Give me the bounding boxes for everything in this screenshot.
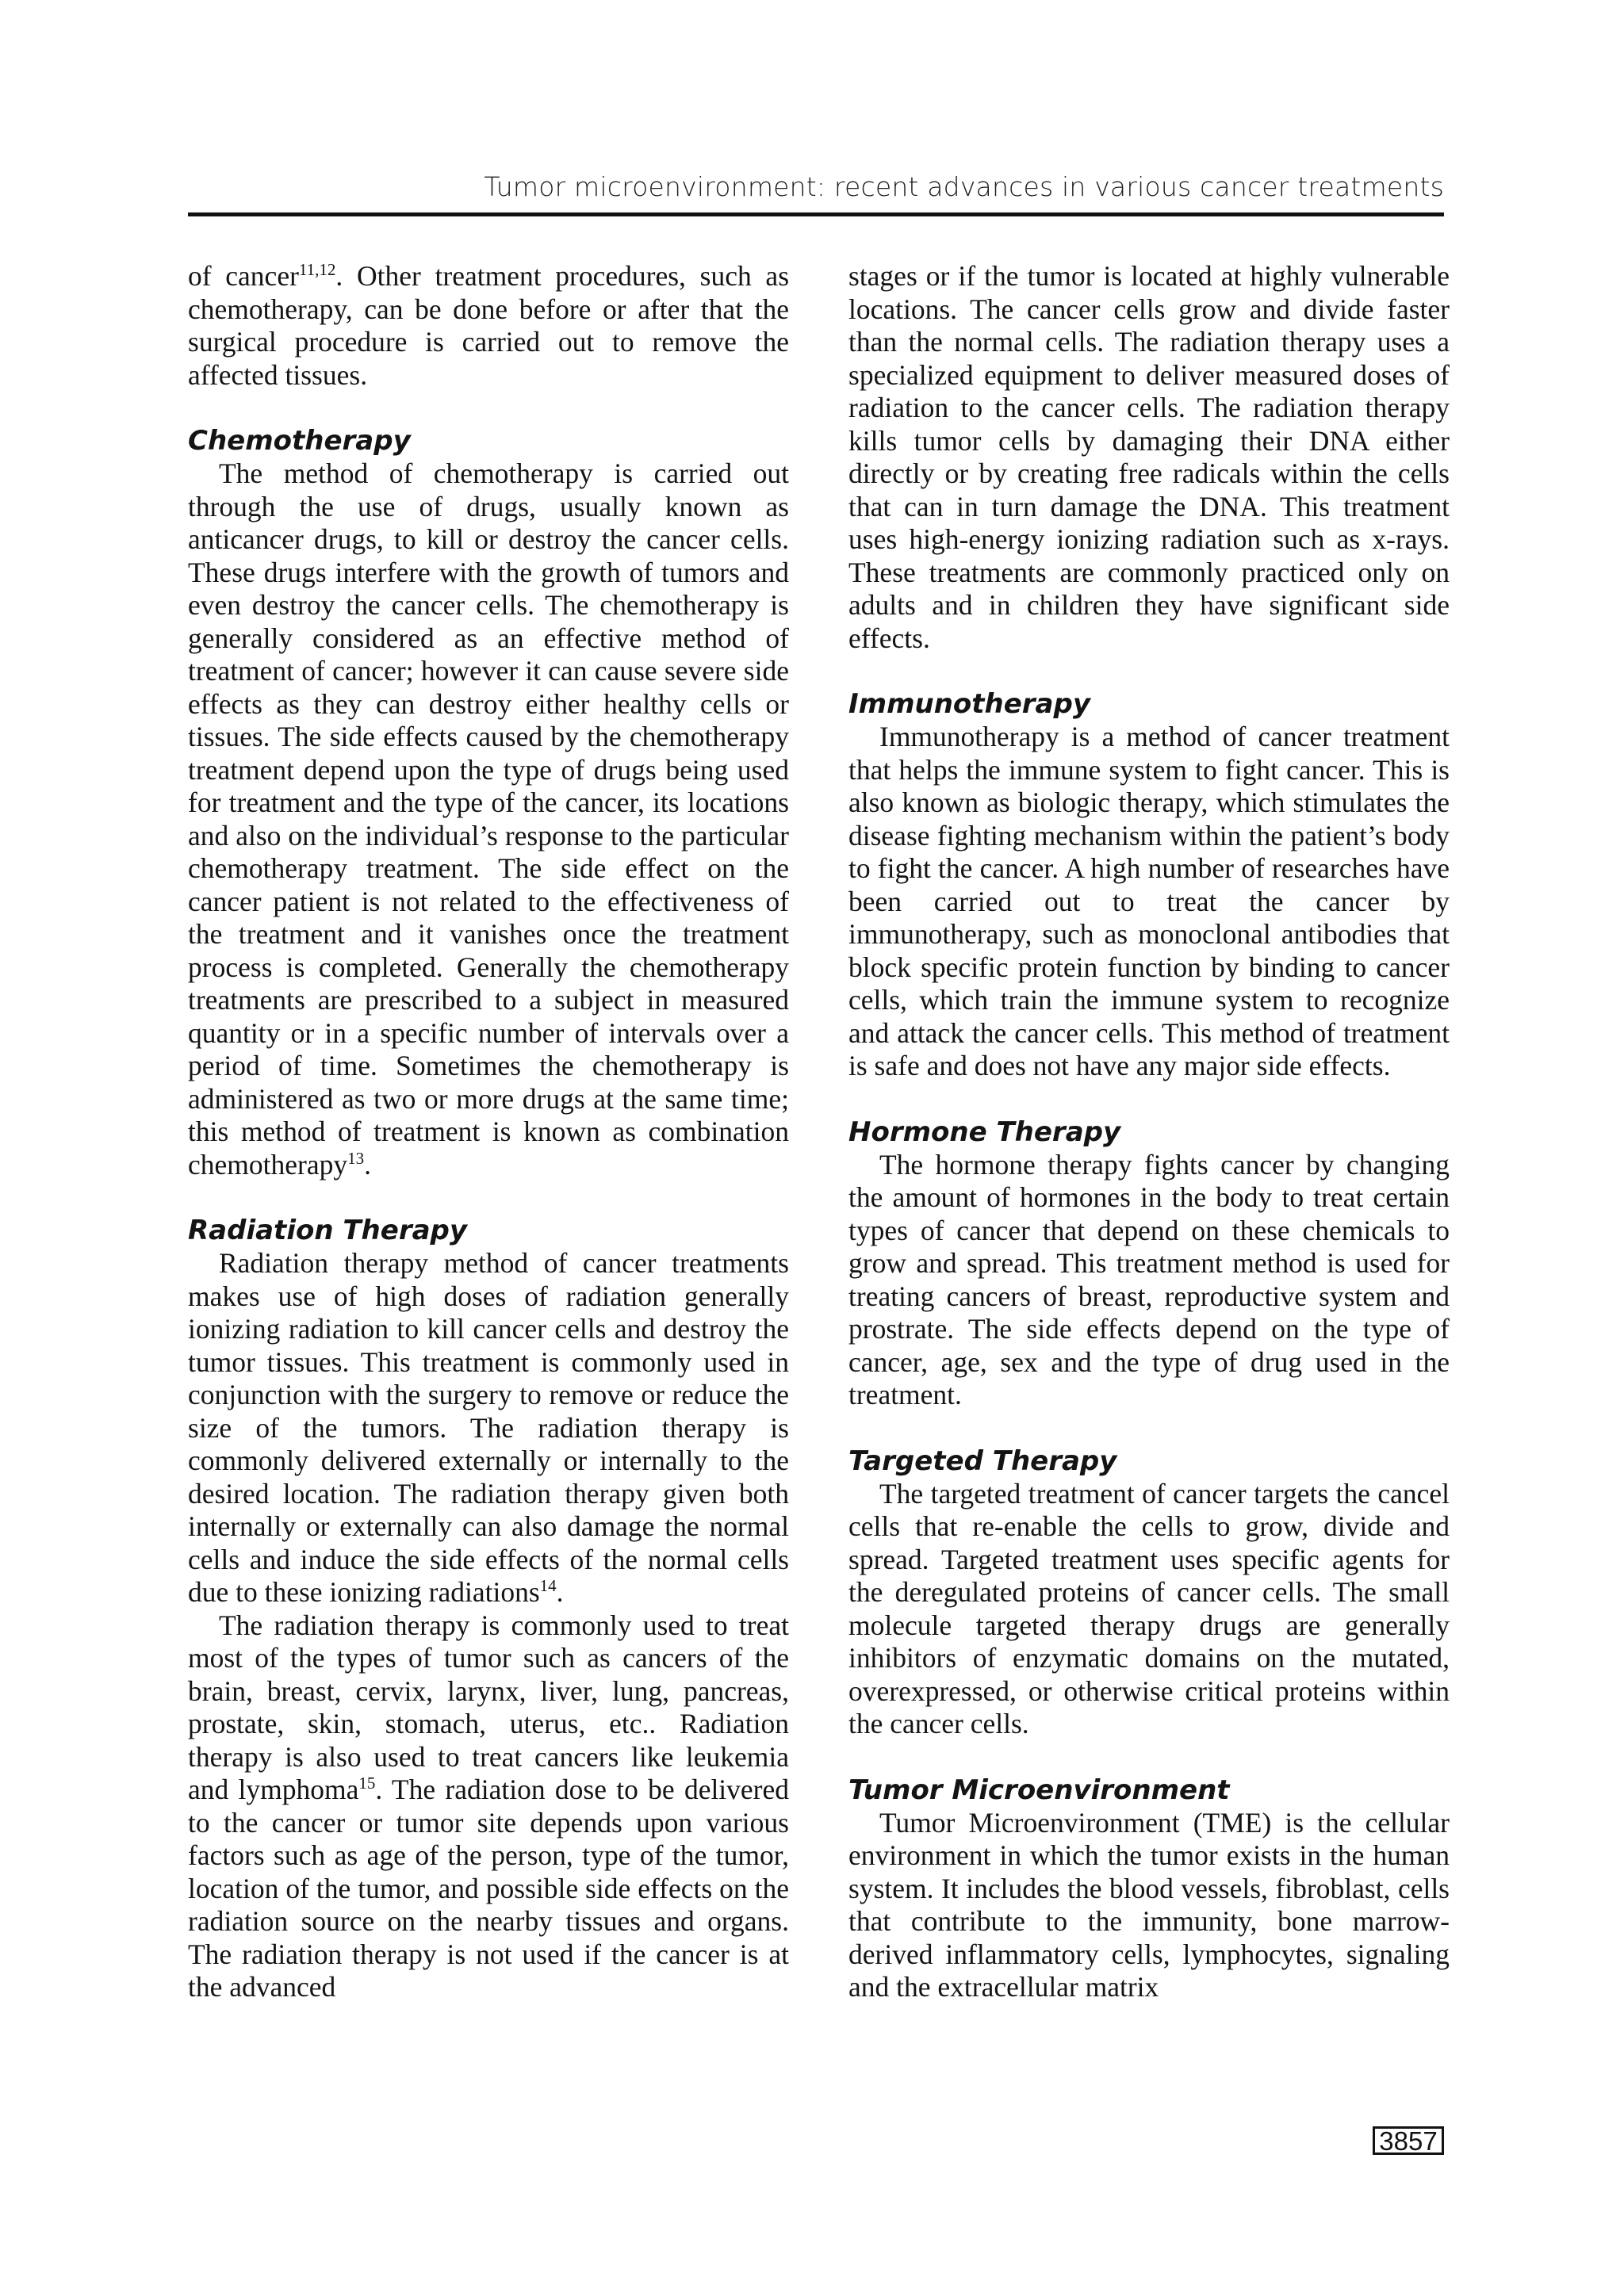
immunotherapy-paragraph: Immunotherapy is a method of cancer treatment that helps the immune system to fight cancer. This is also known as biologic therapy, which stimulates the disease fighting mechanism within the patient’s body to fight the cancer. A high number of researches have been carried out to treat the cancer by immunotherapy, such as monoclonal antibodies that block specific protein function by binding to cancer cells, which train the immune system to recognize and attack the cancer cells. This method of treatment is safe and does not have any major side effects. [848, 721, 1450, 1081]
radiation-p1-text-b: . [556, 1576, 564, 1608]
section-heading-radiation-therapy: Radiation Therapy [188, 1215, 468, 1246]
citation-13: 13 [347, 1148, 365, 1168]
targeted-therapy-paragraph: The targeted treatment of cancer targets the cancel cells that re-enable the cells to grow, divide and spread. Targeted treatment uses specific agents for the deregulated proteins of cancer cells. The small molecule targeted therapy drugs are generally inhibitors of enzymatic domains on the mutated, overexpressed, or otherwise critical proteins within the cancer cells. [848, 1477, 1450, 1739]
section-heading-chemotherapy: Chemotherapy [188, 425, 411, 457]
header-rule [188, 212, 1444, 216]
section-heading-targeted-therapy: Targeted Therapy [848, 1445, 1117, 1477]
page-number-box: 3857 [1373, 2126, 1444, 2155]
right-column [848, 260, 1450, 2147]
chemotherapy-text-a: The method of chemotherapy is carried out through the use of drugs, usually known as anticancer drugs, to kill or destroy the cancer cells. These drugs interfere with the growth of tumors and even destroy the cancer cells. The chemotherapy is generally considered as an effective method of treatment of cancer; however it can cause severe side effects as they can destroy either healthy cells or tissues. The side effects caused by the chemotherapy treatment depend upon the type of drugs being used for treatment and the type of the cancer, its locations and also on the individual’s response to the particular chemotherapy treatment. The side effect on the cancer patient is not related to the effectiveness of the treatment and it vanishes once the treatment process is completed. Generally the chemotherapy treatments are prescribed to a subject in measured quantity or in a specific number of intervals over a period of time. Sometimes the chemotherapy is administered as two or more drugs at the same time; this method of treatment is known as combination chemotherapy [188, 457, 789, 1181]
intro-text-b: . Other treatment procedures, such as chemotherapy, can be done before or after that the surgical procedure is carried out to remove the affected tissues. [188, 260, 789, 391]
tumor-microenvironment-paragraph: Tumor Microenvironment (TME) is the cellular environment in which the tumor exists in the human system. It includes the blood vessels, fibroblast, cells that contribute to the immunity, bone marrow-derived inflammatory cells, lymphocytes, signaling and the extracellular matrix [848, 1806, 1450, 2003]
running-title: Tumor microenvironment: recent advances in various cancer treatments [484, 171, 1444, 202]
radiation-p2-text-a: The radiation therapy is commonly used to treat most of the types of tumor such as cancers of the brain, breast, cervix, larynx, liver, lung, pancreas, prostate, skin, stomach, uterus, etc.. Radiation therapy is also used to treat cancers like leukemia and lymphoma [188, 1609, 789, 1805]
chemotherapy-text-b: . [364, 1148, 371, 1181]
radiation-continued-paragraph: stages or if the tumor is located at highly vulnerable locations. The cancer cells grow and divide faster than the normal cells. The radiation therapy uses a specialized equipment to deliver measured doses of radiation to the cancer cells. The radiation therapy kills tumor cells by damaging their DNA either directly or by creating free radicals within the cells that can in turn damage the DNA. This treatment uses high-energy ionizing radiation such as x-rays. These treatments are commonly practiced only on adults and in children they have significant side effects. [848, 260, 1450, 654]
radiation-paragraph-1 [188, 1247, 789, 1609]
citation-14: 14 [539, 1576, 557, 1596]
hormone-therapy-paragraph: The hormone therapy fights cancer by changing the amount of hormones in the body to treat certain types of cancer that depend on these chemicals to grow and spread. This treatment method is used for treating cancers of breast, reproductive system and prostrate. The side effects depend on the type of cancer, age, sex and the type of drug used in the treatment. [848, 1148, 1450, 1410]
intro-text-a: of cancer [188, 260, 299, 292]
radiation-paragraph-2 [188, 1609, 789, 2004]
chemotherapy-paragraph [188, 457, 789, 1181]
citation-15: 15 [358, 1774, 376, 1793]
radiation-p1-text-a: Radiation therapy method of cancer treatments makes use of high doses of radiation generally ionizing radiation to kill cancer cells and destroy the tumor tissues. This treatment is commonly used in conjunction with the surgery to remove or reduce the size of the tumors. The radiation therapy is commonly delivered externally or internally to the desired location. The radiation therapy given both internally or externally can also damage the normal cells and induce the side effects of the normal cells due to these ionizing radiations [188, 1247, 789, 1608]
section-heading-immunotherapy: Immunotherapy [848, 688, 1091, 720]
section-heading-hormone-therapy: Hormone Therapy [848, 1115, 1121, 1148]
citation-11-12: 11,12 [298, 260, 336, 280]
section-heading-tumor-microenvironment: Tumor Microenvironment [848, 1774, 1230, 1806]
left-column [188, 260, 789, 2147]
radiation-p2-text-b: . The radiation dose to be delivered to the cancer or tumor site depends upon various factors such as age of the person, type of the tumor, location of the tumor, and possible side effects on the radiation source on the nearby tissues and organs. The radiation therapy is not used if the cancer is at the advanced [188, 1774, 789, 2003]
intro-paragraph [188, 260, 789, 392]
